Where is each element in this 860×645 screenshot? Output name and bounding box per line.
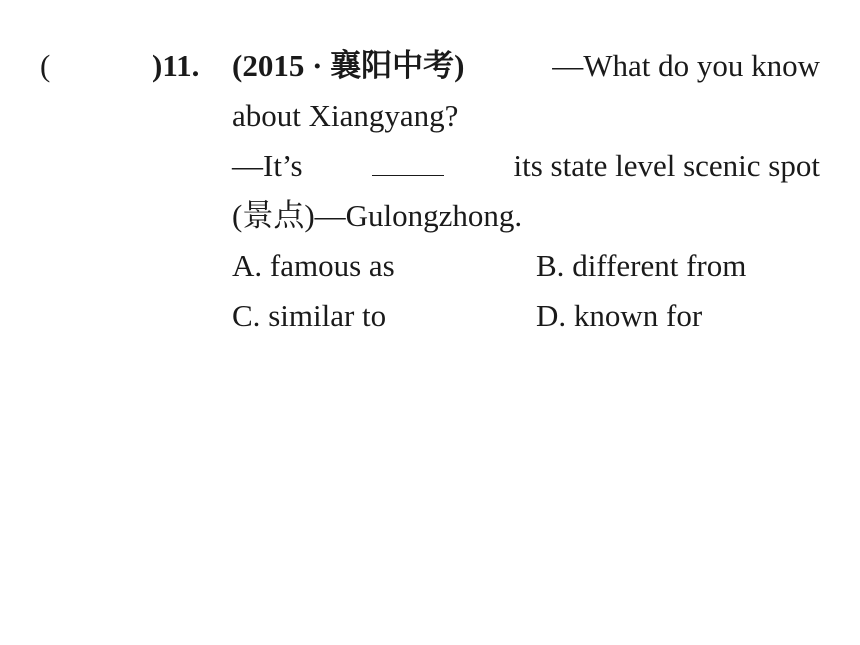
question-stem-text: —What do you know [552,48,820,83]
option-a [232,248,395,284]
answer-blank [372,149,444,176]
reply-start: —It’s [232,148,303,183]
question-stem-line-1 [232,48,820,84]
option-c-letter: C. [232,298,261,333]
option-d-text: known for [573,298,703,333]
option-d-letter: D. [536,298,567,333]
option-a-letter: A. [232,248,263,283]
option-a-text: famous as [269,248,395,283]
question-stem-line-2: about Xiangyang? [232,98,459,133]
option-c-text: similar to [268,298,387,333]
option-d [536,298,702,334]
question-number: )11. [152,48,200,83]
option-b-letter: B. [536,248,565,283]
question-source: (2015 · 襄阳中考) [232,48,465,83]
reply-end: its state level scenic spot [513,148,820,183]
option-c [232,298,386,334]
option-b-text: different from [572,248,747,283]
reply-line-2: (景点)—Gulongzhong. [232,198,523,233]
reply-line-1 [232,148,820,184]
answer-paren-open: ( [40,48,51,83]
option-b [536,248,746,284]
